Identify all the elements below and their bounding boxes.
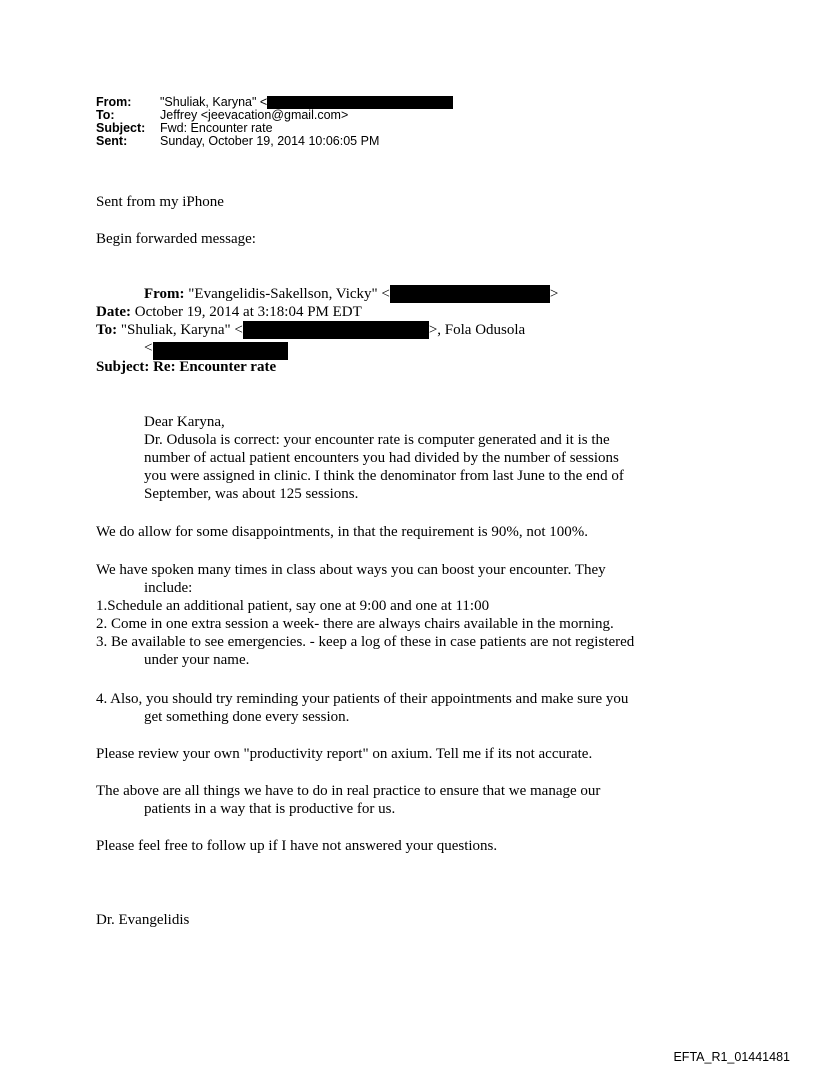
header-to-row: [96, 109, 453, 122]
paragraph-5-cont: patients in a way that is productive for us.: [144, 801, 396, 817]
subject-label: Subject:: [96, 121, 146, 135]
fwd-date-value: October 19, 2014 at 3:18:04 PM EDT: [130, 304, 362, 320]
fwd-from-close: >: [549, 286, 559, 302]
fwd-subject-value: Re: Encounter rate: [149, 359, 277, 375]
paragraph-1-line: September, was about 125 sessions.: [144, 486, 359, 502]
fwd-to-line2-text: <: [144, 340, 153, 356]
document-id: EFTA_R1_01441481: [673, 1050, 790, 1064]
to-value: Jeffrey <jeevacation@gmail.com>: [160, 108, 349, 122]
list-item-1: 1.Schedule an additional patient, say one at 9:00 and one at 11:00: [96, 598, 490, 614]
list-item-4: [96, 690, 736, 726]
from-value: "Shuliak, Karyna" <: [160, 95, 268, 109]
fwd-date-label: Date:: [96, 304, 131, 320]
paragraph-4: Please review your own "productivity report" on axium. Tell me if its not accurate.: [96, 746, 593, 762]
fwd-from-row: [144, 285, 558, 303]
redaction-box: [243, 321, 429, 339]
fwd-from-label: From:: [144, 286, 185, 302]
greeting: Dear Karyna,: [144, 414, 225, 430]
paragraph-6: Please feel free to follow up if I have not answered your questions.: [96, 838, 498, 854]
fwd-to-after: >, Fola Odusola: [428, 322, 526, 338]
subject-value: Fwd: Encounter rate: [160, 121, 273, 135]
sent-label: Sent:: [96, 134, 128, 148]
paragraph-1: [144, 431, 684, 503]
fwd-subject-row: [96, 358, 276, 376]
redaction-box: [390, 285, 550, 303]
paragraph-3-line: include:: [144, 580, 193, 596]
header-sent-row: [96, 135, 453, 148]
list-item-3: 3. Be available to see emergencies. - keep a log of these in case patients are not registered: [96, 634, 635, 650]
sent-value: Sunday, October 19, 2014 10:06:05 PM: [160, 134, 380, 148]
paragraph-1-line: number of actual patient encounters you had divided by the number of sessions: [144, 450, 619, 466]
fwd-subject-label: Subject:: [96, 359, 150, 375]
fwd-to-line2: [144, 339, 152, 357]
begin-forwarded-line: Begin forwarded message:: [96, 231, 256, 247]
fwd-from-value: "Evangelidis-Sakellson, Vicky" <: [184, 286, 390, 302]
sent-from-line: Sent from my iPhone: [96, 194, 224, 210]
paragraph-3-line: We have spoken many times in class about ways you can boost your encounter. They: [96, 562, 606, 578]
fwd-to-label: To:: [96, 322, 118, 338]
fwd-date-row: [96, 303, 362, 321]
list-item-2: 2. Come in one extra session a week- there are always chairs available in the morning.: [96, 616, 614, 632]
paragraph-1-line: you were assigned in clinic. I think the denominator from last June to the end of: [144, 468, 624, 484]
paragraph-5-line: The above are all things we have to do in real practice to ensure that we manage our: [96, 783, 601, 799]
fwd-to-row: [96, 321, 525, 339]
paragraph-1-line: Dr. Odusola is correct: your encounter rate is computer generated and it is the: [144, 432, 610, 448]
to-label: To:: [96, 108, 115, 122]
list-item-3-cont: under your name.: [144, 652, 250, 668]
paragraph-2: We do allow for some disappointments, in that the requirement is 90%, not 100%.: [96, 524, 589, 540]
from-label: From:: [96, 95, 132, 109]
fwd-to-value: "Shuliak, Karyna" <: [117, 322, 243, 338]
paragraph-5: [96, 782, 736, 818]
list-item-4-line: 4. Also, you should try reminding your patients of their appointments and make sure you: [96, 691, 629, 707]
email-header: [96, 96, 453, 148]
list-item-4-cont: get something done every session.: [144, 709, 350, 725]
signature: Dr. Evangelidis: [96, 912, 190, 928]
paragraph-3: [96, 561, 736, 669]
